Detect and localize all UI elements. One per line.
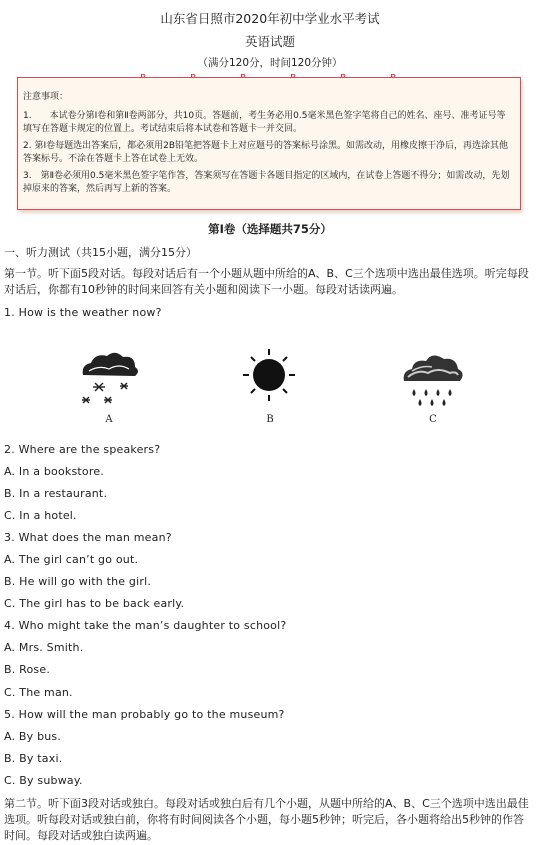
- option: B. Rose.: [4, 663, 51, 676]
- picture-label: A: [105, 414, 113, 425]
- instruction: 第二节。听下面3段对话或独白。每段对话或独白后有几个小题，从题中所给的A、B、C三个选项中选出最佳选项。听每段对话或独白前，你将有时间阅读各个小题，每小题5秒钟；听完后，各小题将给出5秒钟的作答时间。每段对话或独白读两遍。: [4, 797, 529, 842]
- option: C. The man.: [4, 686, 73, 699]
- option: B. By taxi.: [4, 752, 63, 765]
- question-5: 5. How will the man probably go to the museum?: [4, 708, 285, 721]
- exam-info: （满分120分，时间120分钟）: [197, 57, 343, 69]
- question-3: 3. What does the man mean?: [4, 531, 172, 544]
- sun-icon: [234, 345, 304, 415]
- option: C. By subway.: [4, 774, 83, 787]
- option: A. By bus.: [4, 730, 62, 743]
- rain-cloud-icon: [398, 345, 468, 415]
- part-title: 第Ⅰ卷（选择题共75分）: [208, 222, 332, 236]
- option: A. Mrs. Smith.: [4, 641, 84, 654]
- notice-item: 2. 第Ⅰ卷每题选出答案后，都必须用2B铅笔把答题卡上对应题号的答案标号涂黑。如需改动，用橡皮擦干净后，再选涂其他答案标号。不涂在答题卡上答在试卷上无效。: [23, 141, 509, 164]
- snow-cloud-icon: [75, 345, 145, 415]
- option: A. In a bookstore.: [4, 465, 105, 478]
- option: C. The girl has to be back early.: [4, 597, 185, 610]
- subject-title: 英语试题: [244, 34, 295, 49]
- option: B. He will go with the girl.: [4, 575, 152, 588]
- picture-label: C: [429, 414, 437, 425]
- option: B. In a restaurant.: [4, 487, 108, 500]
- option: A. The girl can’t go out.: [4, 553, 139, 566]
- question-4: 4. Who might take the man’s daughter to school?: [4, 619, 287, 632]
- notice-item: 1. 本试卷分第Ⅰ卷和第Ⅱ卷两部分，共10页。答题前，考生务必用0.5毫米黑色签字笔将自己的姓名、座号、准考证号等填写在答题卡规定的位置上。考试结束后将本试卷和答题卡一并交回。: [23, 111, 506, 134]
- option: C. In a hotel.: [4, 509, 77, 522]
- notice-heading: 注意事项：: [23, 92, 69, 102]
- exam-title: 山东省日照市2020年初中学业水平考试: [160, 11, 380, 26]
- instruction: 第一节。听下面5段对话。每段对话后有一个小题从题中所给的A、B、C三个选项中选出最佳选项。听完每段对话后，你都有10秒钟的时间来回答有关小题和阅读下一小题。每段对话读两遍。: [4, 267, 529, 296]
- notice-item: 3. 第Ⅱ卷必须用0.5毫米黑色签字笔作答，答案须写在答题卡各题目指定的区域内，在试卷上答题不得分；如需改动，先划掉原来的答案，然后再写上新的答案。: [23, 171, 510, 194]
- notice-box: [17, 77, 521, 210]
- question-2: 2. Where are the speakers?: [4, 443, 161, 456]
- picture-label: B: [266, 414, 274, 425]
- question-1: 1. How is the weather now?: [4, 306, 162, 319]
- section-title: 一、听力测试（共15小题，满分15分）: [4, 246, 197, 259]
